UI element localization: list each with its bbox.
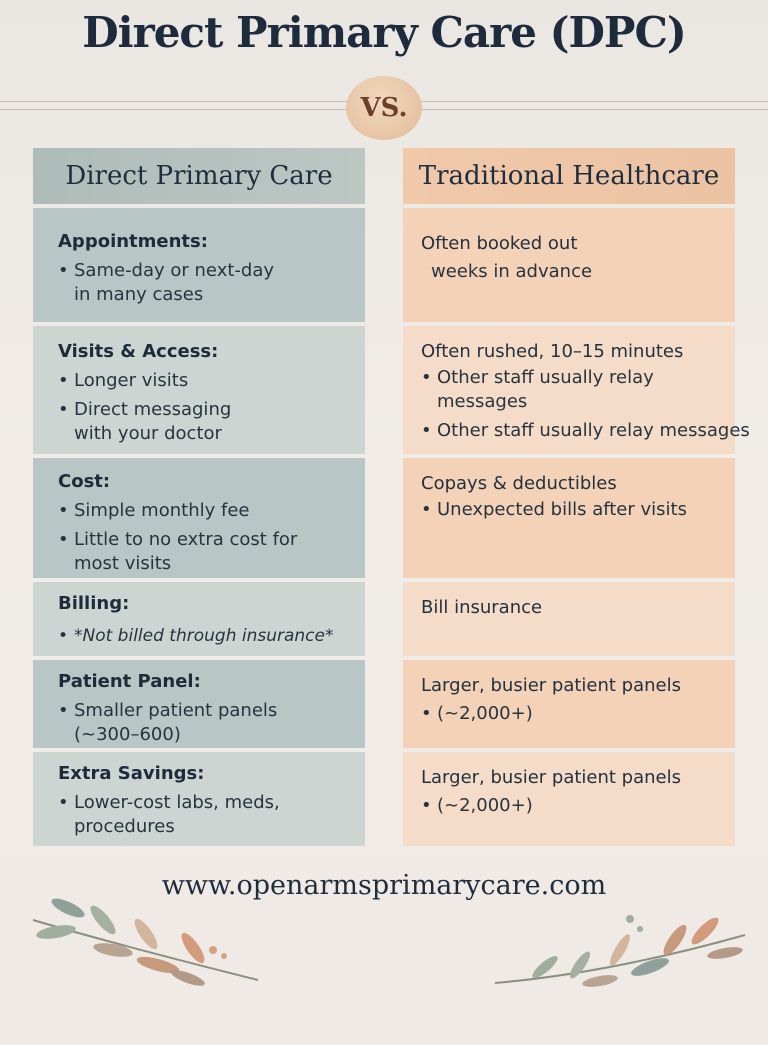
cell-text: Often booked out (421, 233, 578, 254)
list-item: • Direct messaging with your doctor (58, 398, 258, 446)
row-savings-traditional (403, 752, 735, 846)
vs-badge (346, 76, 422, 140)
left-leaf-branch-icon (28, 890, 268, 990)
column-header-dpc: Direct Primary Care (33, 148, 365, 204)
row-billing-dpc (33, 582, 365, 656)
page-title: Direct Primary Care (DPC) (82, 8, 686, 57)
cell-text: weeks in advance (431, 261, 593, 282)
row-label: Patient Panel: (58, 671, 201, 692)
footer-url: www.openarmsprimarycare.com (161, 870, 607, 901)
row-label: Billing: (58, 593, 130, 614)
list-item: • (~2,000+) (421, 702, 735, 726)
cell-text: Copays & deductibles (421, 473, 617, 494)
row-label: Cost: (58, 471, 111, 492)
row-savings-dpc (33, 752, 365, 846)
list-item: • Unexpected bills after visits (421, 498, 735, 522)
vs-label: VS. (360, 93, 408, 123)
row-label: Appointments: (58, 231, 208, 252)
list-item: • Lower-cost labs, meds, procedures (58, 791, 298, 839)
list-item: • (~2,000+) (421, 794, 735, 818)
row-cost-dpc (33, 458, 365, 578)
list-item: • Smaller patient panels (~300–600) (58, 699, 288, 747)
list-item: • Longer visits (58, 369, 365, 393)
list-item: • Other staff usually relay messages (421, 419, 761, 443)
column-header-traditional: Traditional Healthcare (403, 148, 735, 204)
row-label: Extra Savings: (58, 763, 205, 784)
cell-text: Larger, busier patient panels (421, 767, 681, 788)
row-appointments-traditional (403, 208, 735, 322)
row-visits-traditional (403, 326, 750, 454)
list-item: • Simple monthly fee (58, 499, 365, 523)
row-cost-traditional (403, 458, 735, 578)
row-billing-traditional (403, 582, 735, 656)
row-panel-dpc (33, 660, 365, 748)
row-label: Visits & Access: (58, 341, 219, 362)
row-appointments-dpc (33, 208, 365, 322)
right-leaf-branch-icon (490, 905, 750, 995)
cell-text: Bill insurance (421, 597, 543, 618)
row-panel-traditional (403, 660, 735, 748)
list-item: • Other staff usually relay messages (421, 366, 671, 414)
cell-text: Often rushed, 10–15 minutes (421, 341, 684, 362)
list-item: • Little to no extra cost for most visits (58, 528, 308, 576)
list-item: • *Not billed through insurance* (58, 624, 365, 648)
row-visits-dpc (33, 326, 365, 454)
list-item: • Same-day or next-day in many cases (58, 259, 288, 307)
cell-text: Larger, busier patient panels (421, 675, 681, 696)
